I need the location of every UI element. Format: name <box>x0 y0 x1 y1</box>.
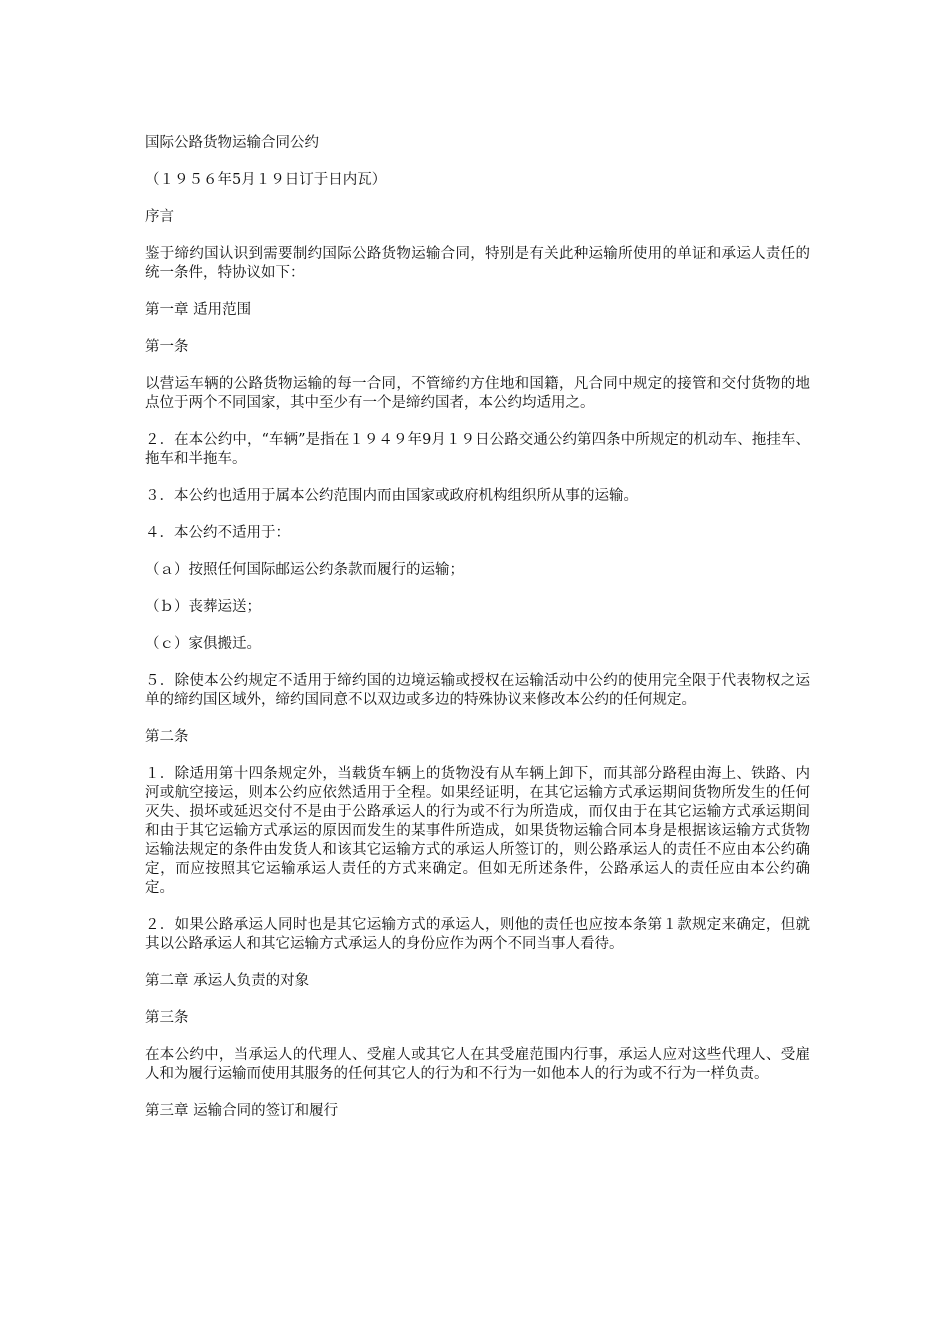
article-1-heading: 第一条 <box>145 339 189 355</box>
chapter-2-heading: 第二章 承运人负责的对象 <box>145 973 310 989</box>
article-1-item-b: （ｂ）丧葬运送； <box>145 599 261 615</box>
article-2-heading: 第二条 <box>145 729 189 745</box>
article-2-paragraph-1: １．除适用第十四条规定外，当载货车辆上的货物没有从车辆上卸下，而其部分路程由海上、铁路、内河或航空接运，则本公约应依然适用于全程。如果经证明，在其它运输方式承运期间货物所发生的任何灭失、损坏或延迟交付不是由于公路承运人的行为或不行为所造成，而仅由于在其它运输方式承运期间和由于其它运输方式承运的原因而发生的某事件所造成，如果货物运输合同本身是根据该运输方式货物运输法规定的条件由发货人和该其它运输方式的承运人所签订的，则公路承运人的责任不应由本公约确定，而应按照其它运输承运人责任的方式来确定。但如无所述条件，公路承运人的责任应由本公约确定。 <box>145 766 810 896</box>
preamble-text: 鉴于缔约国认识到需要制约国际公路货物运输合同，特别是有关此种运输所使用的单证和承运人责任的统一条件，特协议如下： <box>145 246 810 281</box>
article-2-paragraph-2: ２．如果公路承运人同时也是其它运输方式的承运人，则他的责任也应按本条第１款规定来确定，但就其以公路承运人和其它运输方式承运人的身份应作为两个不同当事人看待。 <box>145 917 810 952</box>
document-body <box>145 134 810 1139</box>
chapter-3-heading: 第三章 运输合同的签订和履行 <box>145 1103 339 1119</box>
chapter-1-heading: 第一章 适用范围 <box>145 302 252 318</box>
article-3-heading: 第三条 <box>145 1010 189 1026</box>
article-1-item-c: （ｃ）家俱搬迁。 <box>145 636 261 652</box>
article-1-paragraph-4: ４．本公约不适用于： <box>145 525 290 541</box>
document-title: 国际公路货物运输合同公约 <box>145 135 319 151</box>
article-1-paragraph-1: 以营运车辆的公路货物运输的每一合同，不管缔约方住地和国籍，凡合同中规定的接管和交付货物的地点位于两个不同国家，其中至少有一个是缔约国者，本公约均适用之。 <box>145 376 810 411</box>
article-1-item-a: （ａ）按照任何国际邮运公约条款而履行的运输； <box>145 562 464 578</box>
article-1-paragraph-5: ５．除使本公约规定不适用于缔约国的边境运输或授权在运输活动中公约的使用完全限于代表物权之运单的缔约国区域外，缔约国同意不以双边或多边的特殊协议来修改本公约的任何规定。 <box>145 673 810 708</box>
article-3-paragraph-1: 在本公约中，当承运人的代理人、受雇人或其它人在其受雇范围内行事，承运人应对这些代理人、受雇人和为履行运输而使用其服务的任何其它人的行为和不行为一如他本人的行为或不行为一样负责。 <box>145 1047 810 1082</box>
article-1-paragraph-3: ３．本公约也适用于属本公约范围内而由国家或政府机构组织所从事的运输。 <box>145 488 638 504</box>
article-1-paragraph-2: ２．在本公约中，“车辆”是指在１９４９年9月１９日公路交通公约第四条中所规定的机动车、拖挂车、拖车和半拖车。 <box>145 432 810 467</box>
document-date-line: （１９５６年5月１９日订于日内瓦） <box>145 172 387 188</box>
preamble-heading: 序言 <box>145 209 174 225</box>
